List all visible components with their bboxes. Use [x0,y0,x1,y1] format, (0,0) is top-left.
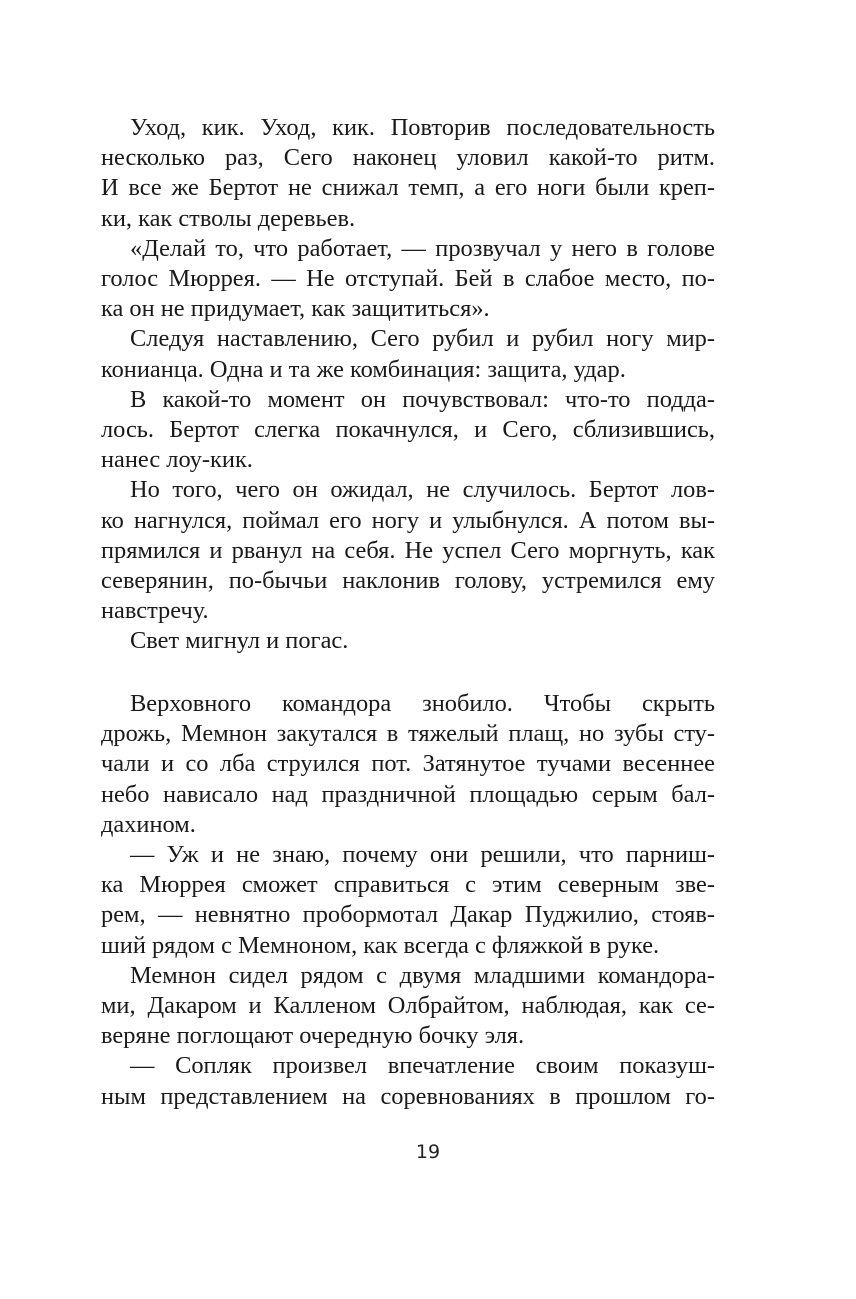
text-line: ка он не придумает, как защититься». [101,295,490,323]
text-line: ки, как стволы деревьев. [101,204,356,232]
paragraph [101,385,715,476]
text-line: нанес лоу-кик. [101,446,253,474]
text-line: Но того, чего он ожидал, не случилось. Бертот лов- [130,476,715,504]
text-line: Уход, кик. Уход, кик. Повторив последовательность [130,114,715,141]
paragraph [101,840,715,961]
text-line: — Сопляк произвел впечатление своим показуш- [130,1052,715,1080]
text-line: лось. Бертот слегка покачнулся, и Сего, сблизившись, [101,416,715,444]
text-line: северянин, по-бычьи наклонив голову, устремился ему [101,567,715,595]
text-line: «Делай то, что работает, — прозвучал у него в голове [130,234,715,262]
text-line: дрожь, Мемнон закутался в тяжелый плащ, но зубы сту- [101,720,715,748]
text-line: голос Мюррея. — Не отступай. Бей в слабое место, по- [101,265,715,293]
text-line: И все же Бертот не снижал темп, а его ноги были креп- [101,174,715,202]
text-line: конианца. Одна и та же комбинация: защита, удар. [101,355,626,383]
paragraph [101,475,715,626]
text-line: Мемнон сидел рядом с двумя младшими командора- [130,961,715,989]
text-line: — Уж и не знаю, почему они решили, что парниш- [130,841,715,869]
paragraph [101,1051,715,1111]
text-line: рем, — невнятно пробормотал Дакар Пуджилио, стояв- [101,901,715,929]
text-line: ка Мюррея сможет справиться с этим северным зве- [101,871,715,899]
paragraph [101,234,715,325]
text-section-1 [101,113,715,657]
page-number: 19 [415,1141,441,1163]
text-line: Следуя наставлению, Сего рубил и рубил ногу мир- [130,325,715,353]
text-line: прямился и рванул на себя. Не успел Сего моргнуть, как [101,536,715,564]
text-line: ми, Дакаром и Калленом Олбрайтом, наблюдая, как се- [101,992,715,1020]
paragraph [101,113,715,234]
paragraph [101,961,715,1052]
text-line: Свет мигнул и погас. [130,627,349,655]
text-line: навстречу. [101,597,209,625]
paragraph [101,324,715,384]
paragraph [101,626,715,656]
text-line: Верховного командора знобило. Чтобы скрыть [130,690,715,717]
text-line: ший рядом с Мемноном, как всегда с фляжкой в руке. [101,931,660,959]
paragraph [101,689,715,840]
text-line: небо нависало над праздничной площадью серым бал- [101,780,715,808]
text-line: ко нагнулся, поймал его ногу и улыбнулся. А потом вы- [101,506,715,534]
text-section-2 [101,689,715,1112]
text-line: ным представлением на соревнованиях в прошлом го- [101,1082,715,1110]
text-line: В какой-то момент он почувствовал: что-то подда- [130,385,715,413]
text-line: несколько раз, Сего наконец уловил какой-то ритм. [101,144,715,172]
text-line: дахином. [101,810,196,838]
text-line: чали и со лба струился пот. Затянутое тучами весеннее [101,750,715,778]
text-line: веряне поглощают очередную бочку эля. [101,1022,525,1050]
